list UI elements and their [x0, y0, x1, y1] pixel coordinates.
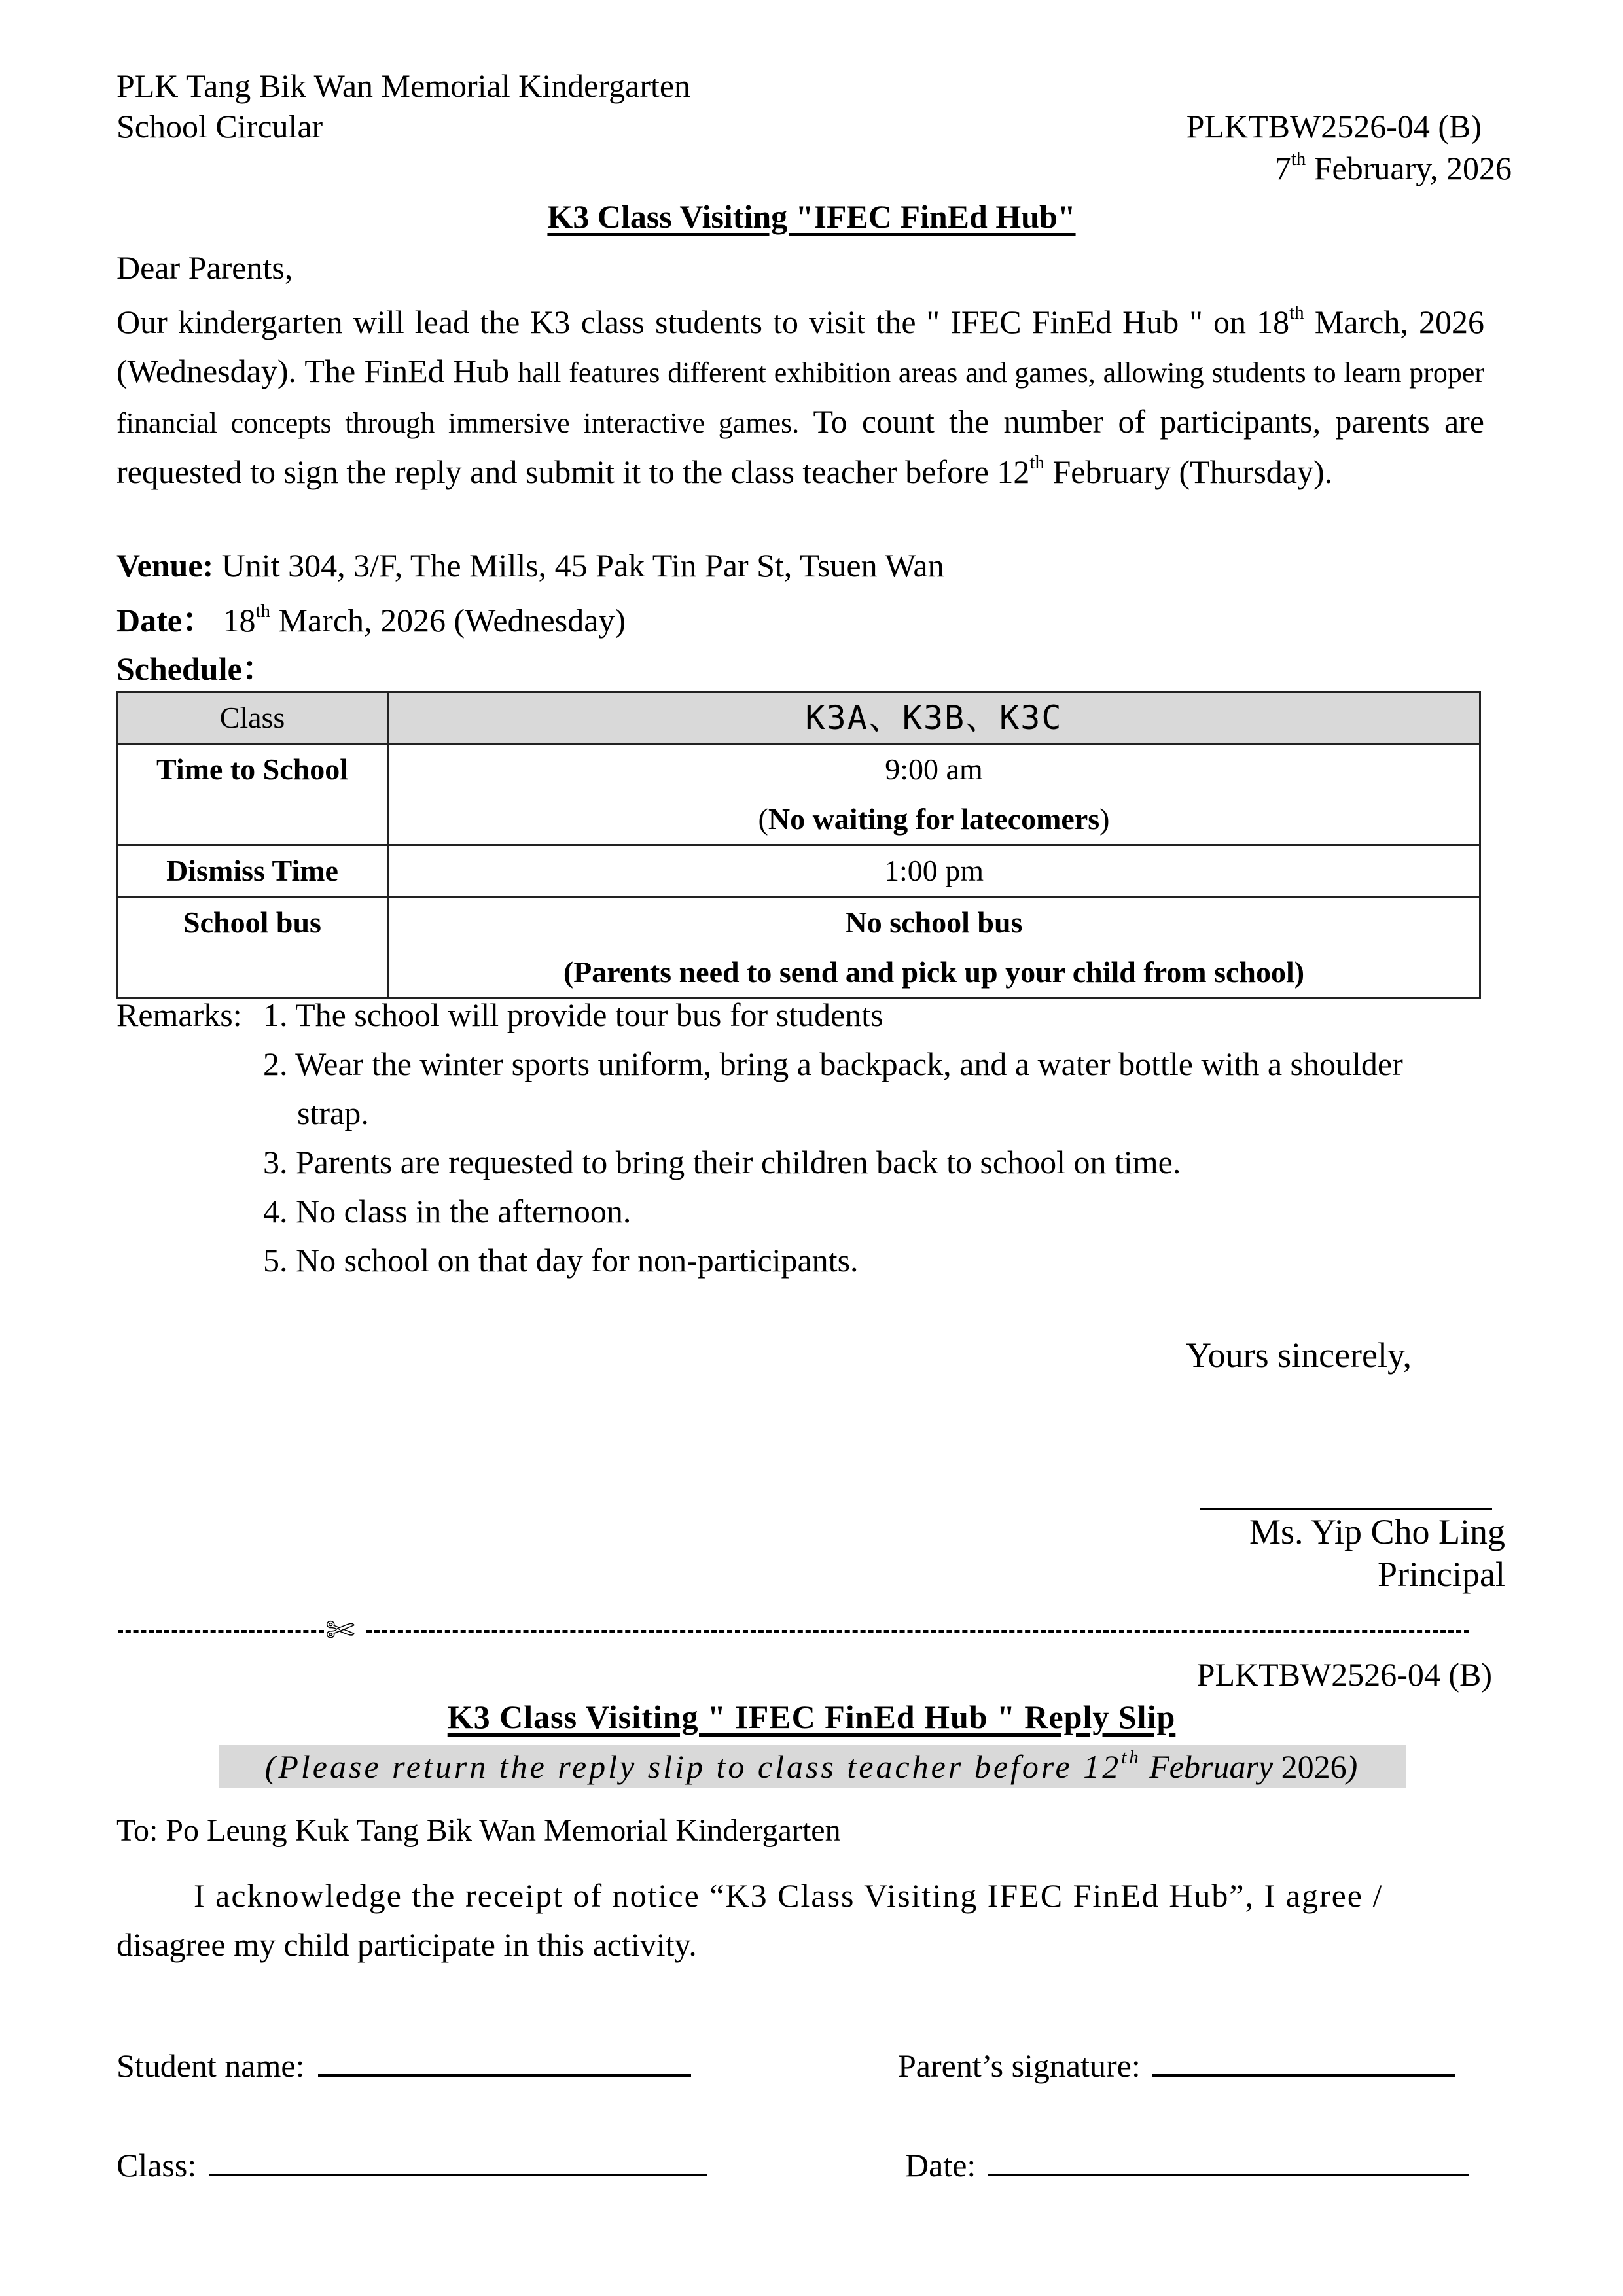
page-title: K3 Class Visiting "IFEC FinEd Hub"	[547, 198, 1076, 235]
body-sup-1: th	[1289, 302, 1304, 324]
row-value-school-bus	[388, 897, 1480, 998]
body-part-4: To count the number of participants, parents are requested to sign the reply and submit it to the class teacher before 12	[116, 403, 1484, 490]
body-part-2: March, 2026 (Wednesday). The FinEd Hub	[116, 304, 1484, 389]
circular-date-day: 7	[1274, 150, 1291, 186]
time-to-school-value: 9:00 am	[885, 752, 983, 786]
date-label: Date:	[905, 2147, 976, 2183]
reference-number: PLKTBW2526-04 (B)	[1186, 108, 1482, 145]
reply-recipient: To: Po Leung Kuk Tang Bik Wan Memorial Kindergarten	[116, 1813, 841, 1848]
body-sup-2: th	[1029, 452, 1044, 474]
signature-line	[1200, 1508, 1492, 1510]
note-sup: th	[1121, 1747, 1141, 1769]
remark-item-3: 3. Parents are requested to bring their children back to school on time.	[263, 1144, 1181, 1180]
row-value-time-to-school	[388, 744, 1480, 845]
circular-date-suffix: th	[1291, 149, 1306, 170]
schedule-label: Schedule：	[116, 650, 275, 687]
event-date-line	[116, 594, 626, 641]
reply-slip-title: K3 Class Visiting " IFEC FinEd Hub " Reply Slip	[447, 1699, 1176, 1735]
sign-off: Yours sincerely,	[1186, 1335, 1412, 1375]
date-field	[905, 2146, 1469, 2184]
body-part-1: Our kindergarten will lead the K3 class students to visit the " IFEC FinEd Hub " on 18	[116, 304, 1290, 340]
parent-signature-input[interactable]	[1152, 2048, 1455, 2077]
school-bus-value: No school bus	[845, 906, 1023, 939]
student-name-label: Student name:	[116, 2047, 305, 2084]
venue-label: Venue:	[116, 547, 214, 584]
venue-line	[116, 546, 944, 584]
event-date-rest: March, 2026 (Wednesday)	[270, 602, 626, 639]
event-date-day: 18	[214, 602, 256, 639]
remark-item-1: 1. The school will provide tour bus for students	[263, 997, 883, 1033]
note-text-a: (Please return the reply slip to class teacher before 12	[264, 1748, 1122, 1785]
note-close-paren: )	[1099, 802, 1110, 836]
remark-item-5: 5. No school on that day for non-participants.	[263, 1242, 859, 1279]
acknowledge-line-1: I acknowledge the receipt of notice “K3 Class Visiting IFEC FinEd Hub”, I agree /	[194, 1877, 1383, 1914]
venue-value: Unit 304, 3/F, The Mills, 45 Pak Tin Par St, Tsuen Wan	[213, 547, 944, 584]
school-name: PLK Tang Bik Wan Memorial Kindergarten	[116, 67, 691, 104]
salutation: Dear Parents,	[116, 249, 293, 286]
parent-signature-field	[898, 2047, 1455, 2085]
doc-type: School Circular	[116, 108, 323, 145]
circular-date	[1275, 149, 1512, 187]
cut-line-left	[118, 1630, 324, 1633]
table-header-row	[117, 692, 1480, 744]
remarks-label: Remarks:	[116, 997, 242, 1033]
principal-role: Principal	[1378, 1555, 1505, 1594]
circular-date-rest: February, 2026	[1306, 150, 1512, 186]
table-row	[117, 845, 1480, 897]
schedule-table	[116, 691, 1481, 999]
row-label-dismiss-time: Dismiss Time	[117, 845, 388, 897]
body-paragraph	[116, 298, 1484, 497]
note-year: 2026	[1273, 1748, 1347, 1785]
body-part-5: February (Thursday).	[1044, 453, 1333, 490]
note-close: )	[1346, 1748, 1361, 1785]
remark-item-4: 4. No class in the afternoon.	[263, 1193, 632, 1229]
event-date-suffix: th	[255, 601, 271, 622]
cut-line-right	[366, 1630, 1469, 1633]
principal-name: Ms. Yip Cho Ling	[1249, 1512, 1505, 1551]
note-no-waiting: No waiting for latecomers	[768, 802, 1100, 836]
parent-signature-label: Parent’s signature:	[898, 2047, 1141, 2084]
class-field	[116, 2146, 707, 2184]
reply-return-note	[219, 1745, 1406, 1788]
school-bus-note: (Parents need to send and pick up your child from school)	[563, 955, 1305, 989]
class-input[interactable]	[209, 2147, 707, 2176]
table-header-classes: K3A、K3B、K3C	[388, 692, 1480, 744]
table-row	[117, 897, 1480, 998]
scissors-icon: ✄	[325, 1610, 355, 1651]
note-text-b: February	[1141, 1748, 1274, 1785]
body-part-3: hall features different exhibition areas and games, allowing students to learn proper financial concepts through immersive interactive games.	[116, 357, 1484, 439]
student-name-field	[116, 2047, 691, 2085]
acknowledge-line-2: disagree my child participate in this activity.	[116, 1926, 697, 1963]
remark-item-2: 2. Wear the winter sports uniform, bring a backpack, and a water bottle with a shoulder	[263, 1046, 1403, 1082]
reply-reference-number: PLKTBW2526-04 (B)	[1196, 1656, 1492, 1693]
note-open-paren: (	[758, 802, 768, 836]
event-date-label: Date：	[116, 602, 215, 639]
student-name-input[interactable]	[318, 2048, 691, 2077]
row-value-dismiss-time: 1:00 pm	[388, 845, 1480, 897]
time-to-school-note	[389, 794, 1479, 844]
date-input[interactable]	[988, 2147, 1469, 2176]
row-label-school-bus: School bus	[117, 897, 388, 998]
table-row	[117, 744, 1480, 845]
row-label-time-to-school: Time to School	[117, 744, 388, 845]
class-label: Class:	[116, 2147, 197, 2183]
table-header-class: Class	[117, 692, 388, 744]
remark-item-2-cont: strap.	[297, 1095, 369, 1131]
